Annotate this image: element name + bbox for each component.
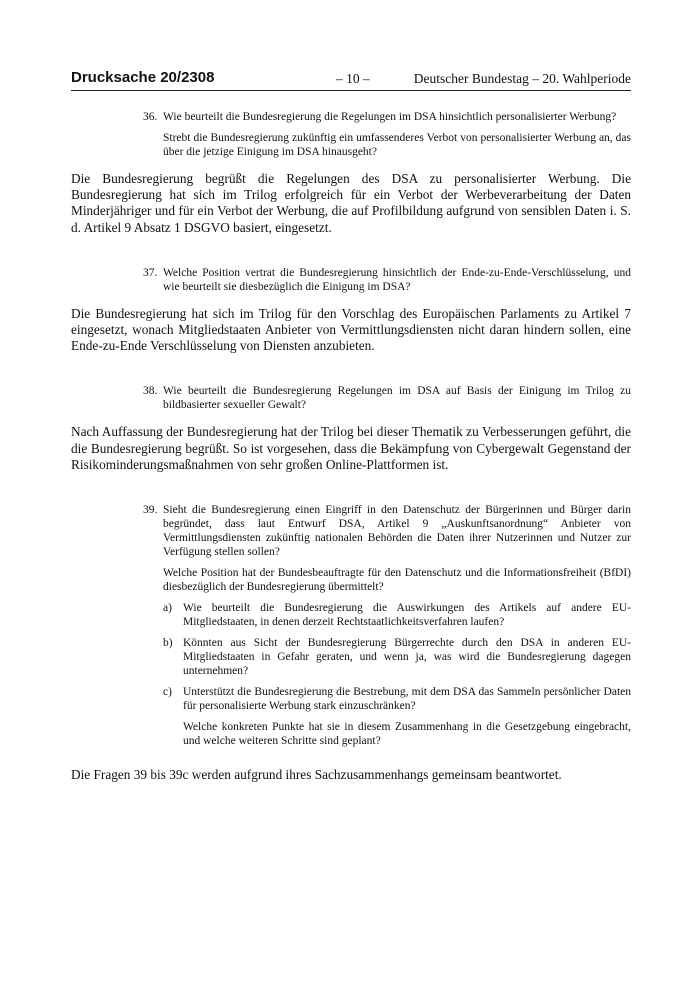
sub-question-text: Unterstützt die Bundesregierung die Bestrebung, mit dem DSA das Sammeln persönlicher Daten für personalisierte Werbung stark einzuschränken? — [183, 686, 631, 713]
sub-question-text: Könnten aus Sicht der Bundesregierung Bürgerrechte durch den DSA in anderen EU-Mitgliedstaaten in Gefahr geraten, und wenn ja, was wird die Bundesregierung dagegen unternehmen? — [183, 637, 631, 678]
page-number: – 10 – — [336, 71, 370, 86]
sub-question-a — [163, 601, 631, 629]
question-number: 39. — [143, 504, 158, 517]
parliament-term: Deutscher Bundestag – 20. Wahlperiode — [413, 71, 631, 86]
sub-question-text: Wie beurteilt die Bundesregierung die Auswirkungen des Artikels auf andere EU-Mitgliedstaaten, in denen derzeit Rechtstaatlichkeitsverfahren laufen? — [183, 602, 631, 629]
document-number: Drucksache 20/2308 — [71, 69, 215, 86]
sub-question-label: a) — [163, 602, 172, 615]
sub-question-c — [163, 685, 631, 748]
document-body — [71, 110, 631, 783]
sub-question-label: c) — [163, 686, 172, 699]
sub-question-label: b) — [163, 637, 173, 650]
question-37 — [143, 266, 631, 294]
question-text: Welche Position hat der Bundesbeauftragte für den Datenschutz und die Informationsfreiheit (BfDI) diesbezüglich der Bundesregierung übermittelt? — [163, 567, 631, 594]
question-38 — [143, 384, 631, 412]
question-text: Sieht die Bundesregierung einen Eingriff in den Datenschutz der Bürgerinnen und Bürger darin begründet, dass laut Entwurf DSA, Artikel 9 „Auskunftsanordnung“ Anbieter von Vermittlungsdiensten zukünftig nationalen Behörden die Daten ihrer Nutzerinnen und Nutzer zur Verfügung stellen sollen? — [163, 504, 631, 559]
question-39 — [143, 503, 631, 748]
answer-36: Die Bundesregierung begrüßt die Regelungen des DSA zu personalisierter Werbung. Die Bundesregierung hat sich im Trilog erfolgreich für ein Verbot der Werbeverarbeitung der Daten Minderjähriger und für ein Verbot der Werbung, die auf Profilbildung aufgrund von sensiblen Daten i. S. d. Artikel 9 Absatz 1 DSGVO basiert, eingesetzt. — [71, 171, 631, 235]
sub-question-b — [163, 636, 631, 678]
question-text: Strebt die Bundesregierung zukünftig ein umfassenderes Verbot von personalisierter Werbung an, das über die jetzige Einigung im DSA hinausgeht? — [163, 132, 631, 158]
answer-39: Die Fragen 39 bis 39c werden aufgrund ihres Sachzusammenhangs gemeinsam beantwortet. — [71, 767, 562, 783]
question-text: Wie beurteilt die Bundesregierung Regelungen im DSA auf Basis der Einigung im Trilog zu bildbasierter sexueller Gewalt? — [163, 385, 631, 412]
answer-38: Nach Auffassung der Bundesregierung hat der Trilog bei dieser Thematik zu Verbesserungen geführt, die die Bundesregierung begrüßt. So ist vorgesehen, dass die Bekämpfung von Cybergewalt Gegenstand der Risikominderungsmaßnahmen von sehr großen Online-Plattformen ist. — [71, 424, 631, 472]
question-number: 37. — [143, 266, 158, 279]
sub-question-text: Welche konkreten Punkte hat sie in diesem Zusammenhang in die Gesetzgebung eingebracht, und welche weiteren Schritte sind geplant? — [183, 721, 631, 748]
question-number: 36. — [143, 111, 158, 123]
question-text: Wie beurteilt die Bundesregierung die Regelungen im DSA hinsichtlich personalisierter Werbung? — [163, 111, 617, 123]
answer-37: Die Bundesregierung hat sich im Trilog für den Vorschlag des Europäischen Parlaments zu Artikel 7 eingesetzt, wonach Mitgliedstaaten Anbieter von Vermittlungsdiensten nicht daran hindern sollen, eine Ende-zu-Ende Verschlüsselung von Diensten anzubieten. — [71, 305, 631, 354]
question-text: Welche Position vertrat die Bundesregierung hinsichtlich der Ende-zu-Ende-Verschlüsselung, und wie beurteilt sie diesbezüglich die Einigung im DSA? — [163, 266, 631, 293]
page-header — [71, 68, 631, 91]
question-number: 38. — [143, 385, 158, 398]
question-36 — [143, 110, 631, 159]
